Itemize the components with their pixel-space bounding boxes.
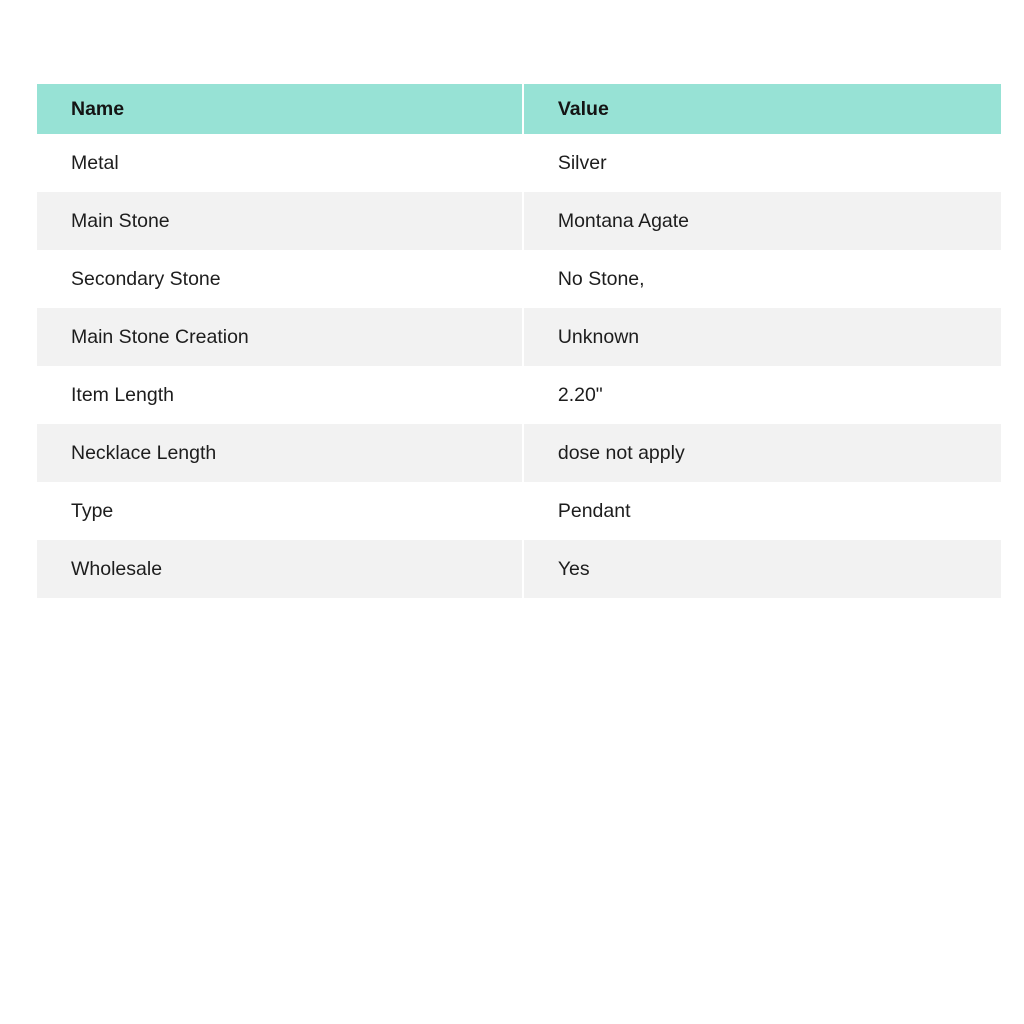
row-name-cell: Item Length (37, 366, 523, 424)
row-value-cell: Silver (523, 134, 1001, 192)
header-name: Name (37, 84, 523, 134)
row-value-cell: 2.20" (523, 366, 1001, 424)
header-value: Value (523, 84, 1001, 134)
row-name-cell: Main Stone Creation (37, 308, 523, 366)
row-value-cell: dose not apply (523, 424, 1001, 482)
row-value-cell: No Stone, (523, 250, 1001, 308)
row-value-cell: Unknown (523, 308, 1001, 366)
row-name-cell: Metal (37, 134, 523, 192)
table-row (37, 540, 1001, 598)
row-name-cell: Necklace Length (37, 424, 523, 482)
table-row (37, 366, 1001, 424)
row-value-cell: Montana Agate (523, 192, 1001, 250)
row-value-cell: Yes (523, 540, 1001, 598)
row-name-cell: Secondary Stone (37, 250, 523, 308)
row-name-cell: Main Stone (37, 192, 523, 250)
table-row (37, 134, 1001, 192)
item-specifics-table (37, 84, 1001, 598)
table-row (37, 192, 1001, 250)
table-row (37, 482, 1001, 540)
row-value-cell: Pendant (523, 482, 1001, 540)
row-name-cell: Wholesale (37, 540, 523, 598)
table-row (37, 250, 1001, 308)
table-header-row (37, 84, 1001, 134)
table-row (37, 424, 1001, 482)
row-name-cell: Type (37, 482, 523, 540)
table-head (37, 84, 1001, 134)
table-body (37, 134, 1001, 598)
table-row (37, 308, 1001, 366)
